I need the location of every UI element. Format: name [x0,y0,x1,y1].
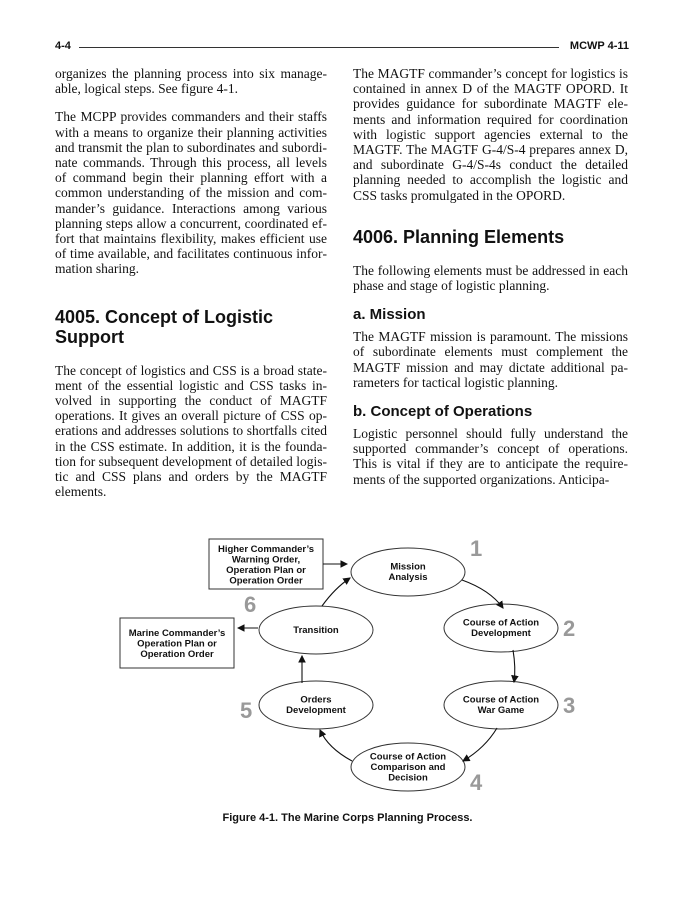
step-2 [444,604,575,652]
step-label: Decision [388,772,428,784]
step-1 [351,536,482,596]
step-label: Development [286,705,346,716]
paragraph: The MAGTF commander’s concept for logistics is contained in annex D of the MAGTF OPORD. It provides guidance for subordinate MAGTF elements and information required for coordination with logistic support agencies external to the MAGTF. The MAGTF G-4/S-4 prepares annex D, and subordinate G-4/S-4s conduct the detailed planning needed to accomplish the logistic and CSS tasks promulgated in the OPORD. [353,66,628,203]
page-number: 4-4 [55,40,71,52]
step-label: Mission [390,561,426,573]
input-box-label: Operation Order [229,575,303,587]
step-label: Course of Action [462,617,540,629]
step-label: Course of Action [369,751,447,763]
paragraph: organizes the planning process into six manageable, logical steps. See figure 4-1. [55,66,327,97]
arrow [463,728,497,761]
step-label: Analysis [388,572,428,583]
paragraph: The MAGTF mission is paramount. The missions of subordinate elements must complement the MAGTF mission and may dictate additional parameters for tactical logistic planning. [353,329,628,390]
left-column [55,66,327,512]
arrow [320,730,352,761]
step-label: Development [471,628,531,639]
header-rule [79,47,559,48]
paragraph: The MCPP provides commanders and their staffs with a means to organize their planning activities and transmit the plan to subordinates and subordinate commands. Through this process, all levels of command begin their planning effort with a common understanding of the mission and commander’s guidance. Interactions among various planning steps allow a concurrent, coordinated effort that maintains flexibility, makes efficient use of time available, and facilitates continuous information sharing. [55,109,327,277]
section-heading-4006: 4006. Planning Elements [353,226,565,247]
output-box-label: Operation Order [140,649,214,660]
flow-arrows [238,561,515,761]
step-4 [351,743,483,795]
step-number: 6 [244,592,257,617]
step-6 [244,592,373,654]
input-box-label: Operation Plan or [226,565,306,576]
paragraph: The concept of logistics and CSS is a broad statement of the essential logistic and CSS tasks involved in supporting the conduct of MAGTF operations. It gives an overall picture of CSS operations and addresses solutions to shortfalls cited in the CSS estimate. In addition, it is the foundation for subsequent development of detailed logistic and CSS plans and orders by the MAGTF elements. [55,362,327,500]
step-number: 3 [563,693,576,718]
step-5 [240,681,373,729]
figure-caption: Figure 4-1. The Marine Corps Planning Process. [222,812,473,824]
input-box-label: Warning Order, [231,554,301,566]
step-label: Transition [293,624,339,636]
subheading-mission: a. Mission [353,306,426,324]
step-label: War Game [477,705,525,716]
arrow [513,650,515,682]
step-label: Comparison and [370,761,446,773]
step-number: 5 [240,698,253,723]
arrow [322,578,350,606]
paragraph: Logistic personnel should fully understand the supported commander’s concept of operations. This is vital if they are to anticipate the requirements of the supported organizations. Anticipa- [353,426,628,487]
step-number: 2 [563,616,576,641]
step-number: 1 [470,536,483,561]
step-number: 4 [470,770,483,795]
step-3 [444,681,575,729]
step-label: Course of Action [462,694,540,706]
right-column [353,66,628,500]
planning-process-diagram [0,530,695,830]
output-box-label: Operation Plan or [137,638,217,650]
section-heading-4005: 4005. Concept of Logistic Support [55,306,274,347]
input-box-label: Higher Commander’s [217,544,315,555]
running-header [55,40,629,56]
paragraph: The following elements must be addressed in each phase and stage of logistic planning. [353,262,628,294]
step-label: Orders [300,694,332,706]
publication-id: MCWP 4-11 [569,40,629,52]
output-box-label: Marine Commander’s [128,628,226,639]
subheading-concept-of-operations: b. Concept of Operations [353,403,533,421]
